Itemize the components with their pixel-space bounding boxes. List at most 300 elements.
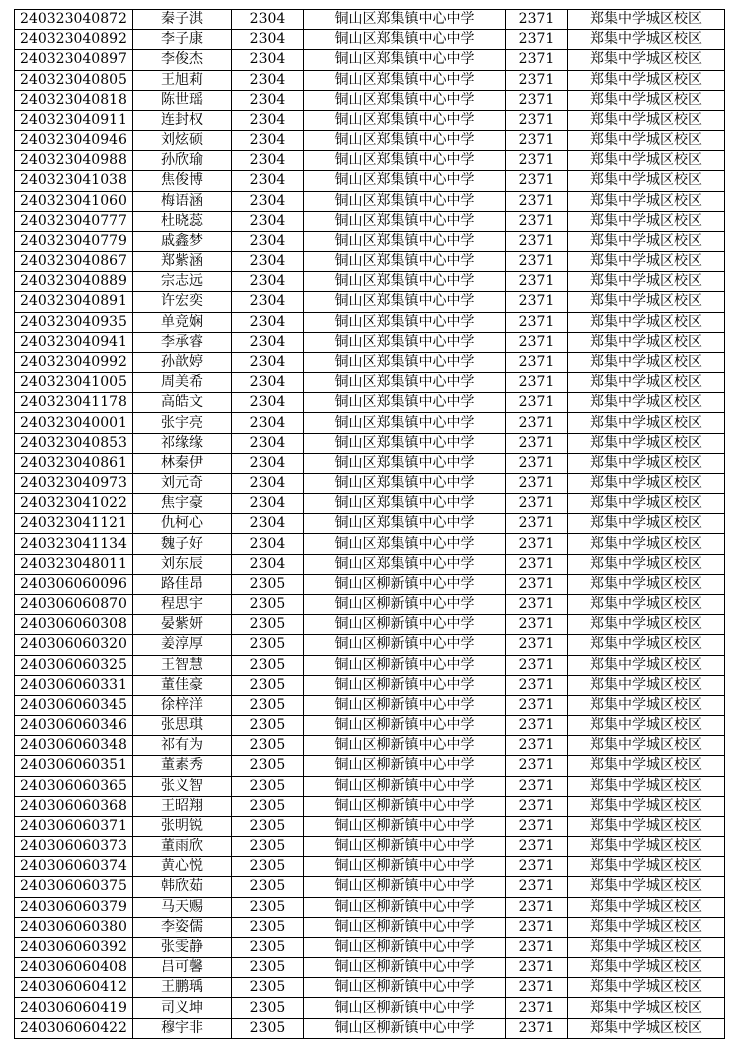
exam-number-cell: 240323040891 <box>15 292 133 312</box>
student-name-cell: 张雯静 <box>133 937 232 957</box>
target-code-cell: 2371 <box>506 978 568 998</box>
target-code-cell: 2371 <box>506 534 568 554</box>
target-school-cell: 郑集中学城区校区 <box>568 615 725 635</box>
origin-school-cell: 铜山区柳新镇中心中学 <box>304 594 506 614</box>
target-school-cell: 郑集中学城区校区 <box>568 958 725 978</box>
origin-code-cell: 2305 <box>232 837 304 857</box>
table-row <box>15 514 725 534</box>
table-row <box>15 151 725 171</box>
target-school-cell: 郑集中学城区校区 <box>568 756 725 776</box>
exam-number-cell: 240323040988 <box>15 151 133 171</box>
exam-number-cell: 240323041005 <box>15 373 133 393</box>
exam-number-cell: 240306060331 <box>15 675 133 695</box>
target-code-cell: 2371 <box>506 958 568 978</box>
exam-number-cell: 240323040897 <box>15 50 133 70</box>
target-code-cell: 2371 <box>506 373 568 393</box>
target-school-cell: 郑集中学城区校区 <box>568 837 725 857</box>
target-code-cell: 2371 <box>506 736 568 756</box>
exam-number-cell: 240306060374 <box>15 857 133 877</box>
target-school-cell: 郑集中学城区校区 <box>568 30 725 50</box>
exam-number-cell: 240306060351 <box>15 756 133 776</box>
origin-code-cell: 2304 <box>232 131 304 151</box>
exam-number-cell: 240323040818 <box>15 90 133 110</box>
student-name-cell: 魏子好 <box>133 534 232 554</box>
table-row <box>15 736 725 756</box>
origin-school-cell: 铜山区郑集镇中心中学 <box>304 272 506 292</box>
origin-school-cell: 铜山区郑集镇中心中学 <box>304 151 506 171</box>
admission-table <box>14 9 725 1039</box>
table-row <box>15 453 725 473</box>
student-name-cell: 李俊杰 <box>133 50 232 70</box>
origin-code-cell: 2305 <box>232 695 304 715</box>
target-school-cell: 郑集中学城区校区 <box>568 937 725 957</box>
origin-school-cell: 铜山区柳新镇中心中学 <box>304 917 506 937</box>
target-code-cell: 2371 <box>506 252 568 272</box>
student-name-cell: 周美希 <box>133 373 232 393</box>
target-code-cell: 2371 <box>506 917 568 937</box>
origin-code-cell: 2305 <box>232 675 304 695</box>
student-name-cell: 王昭翔 <box>133 796 232 816</box>
exam-number-cell: 240306060408 <box>15 958 133 978</box>
target-school-cell: 郑集中学城区校区 <box>568 695 725 715</box>
origin-code-cell: 2304 <box>232 534 304 554</box>
table-row <box>15 50 725 70</box>
origin-school-cell: 铜山区郑集镇中心中学 <box>304 332 506 352</box>
target-code-cell: 2371 <box>506 695 568 715</box>
origin-school-cell: 铜山区郑集镇中心中学 <box>304 373 506 393</box>
origin-school-cell: 铜山区郑集镇中心中学 <box>304 514 506 534</box>
table-row <box>15 534 725 554</box>
table-row <box>15 897 725 917</box>
exam-number-cell: 240306060371 <box>15 816 133 836</box>
origin-code-cell: 2305 <box>232 615 304 635</box>
table-row <box>15 796 725 816</box>
origin-school-cell: 铜山区柳新镇中心中学 <box>304 958 506 978</box>
target-code-cell: 2371 <box>506 151 568 171</box>
origin-school-cell: 铜山区柳新镇中心中学 <box>304 897 506 917</box>
table-row <box>15 554 725 574</box>
student-name-cell: 戚鑫梦 <box>133 231 232 251</box>
target-school-cell: 郑集中学城区校区 <box>568 211 725 231</box>
target-school-cell: 郑集中学城区校区 <box>568 352 725 372</box>
target-school-cell: 郑集中学城区校区 <box>568 10 725 30</box>
student-name-cell: 陈世瑶 <box>133 90 232 110</box>
student-name-cell: 李子康 <box>133 30 232 50</box>
student-name-cell: 董雨欣 <box>133 837 232 857</box>
origin-code-cell: 2304 <box>232 231 304 251</box>
student-name-cell: 徐梓洋 <box>133 695 232 715</box>
table-row <box>15 978 725 998</box>
target-code-cell: 2371 <box>506 231 568 251</box>
origin-school-cell: 铜山区郑集镇中心中学 <box>304 292 506 312</box>
origin-school-cell: 铜山区柳新镇中心中学 <box>304 816 506 836</box>
target-school-cell: 郑集中学城区校区 <box>568 272 725 292</box>
target-code-cell: 2371 <box>506 110 568 130</box>
exam-number-cell: 240306060419 <box>15 998 133 1018</box>
origin-school-cell: 铜山区柳新镇中心中学 <box>304 998 506 1018</box>
target-code-cell: 2371 <box>506 514 568 534</box>
student-name-cell: 祁缘缘 <box>133 433 232 453</box>
student-name-cell: 路佳昂 <box>133 574 232 594</box>
student-name-cell: 晏紫妍 <box>133 615 232 635</box>
target-code-cell: 2371 <box>506 292 568 312</box>
origin-code-cell: 2304 <box>232 473 304 493</box>
target-school-cell: 郑集中学城区校区 <box>568 716 725 736</box>
target-school-cell: 郑集中学城区校区 <box>568 453 725 473</box>
origin-code-cell: 2305 <box>232 937 304 957</box>
student-name-cell: 刘元奇 <box>133 473 232 493</box>
origin-code-cell: 2305 <box>232 594 304 614</box>
exam-number-cell: 240306060379 <box>15 897 133 917</box>
origin-school-cell: 铜山区郑集镇中心中学 <box>304 231 506 251</box>
origin-school-cell: 铜山区柳新镇中心中学 <box>304 877 506 897</box>
origin-school-cell: 铜山区柳新镇中心中学 <box>304 695 506 715</box>
target-school-cell: 郑集中学城区校区 <box>568 473 725 493</box>
table-row <box>15 393 725 413</box>
exam-number-cell: 240306060412 <box>15 978 133 998</box>
origin-school-cell: 铜山区柳新镇中心中学 <box>304 716 506 736</box>
origin-school-cell: 铜山区郑集镇中心中学 <box>304 433 506 453</box>
origin-school-cell: 铜山区柳新镇中心中学 <box>304 736 506 756</box>
origin-code-cell: 2304 <box>232 171 304 191</box>
exam-number-cell: 240306060380 <box>15 917 133 937</box>
target-school-cell: 郑集中学城区校区 <box>568 413 725 433</box>
target-school-cell: 郑集中学城区校区 <box>568 50 725 70</box>
student-name-cell: 程思宇 <box>133 594 232 614</box>
exam-number-cell: 240323041121 <box>15 514 133 534</box>
exam-number-cell: 240323040941 <box>15 332 133 352</box>
target-code-cell: 2371 <box>506 716 568 736</box>
exam-number-cell: 240306060368 <box>15 796 133 816</box>
target-code-cell: 2371 <box>506 211 568 231</box>
student-name-cell: 孙歆婷 <box>133 352 232 372</box>
target-school-cell: 郑集中学城区校区 <box>568 917 725 937</box>
target-school-cell: 郑集中学城区校区 <box>568 90 725 110</box>
target-school-cell: 郑集中学城区校区 <box>568 534 725 554</box>
target-code-cell: 2371 <box>506 393 568 413</box>
student-name-cell: 许宏奕 <box>133 292 232 312</box>
student-name-cell: 吕可馨 <box>133 958 232 978</box>
origin-school-cell: 铜山区柳新镇中心中学 <box>304 937 506 957</box>
student-name-cell: 宗志远 <box>133 272 232 292</box>
origin-school-cell: 铜山区郑集镇中心中学 <box>304 171 506 191</box>
origin-code-cell: 2305 <box>232 716 304 736</box>
target-code-cell: 2371 <box>506 816 568 836</box>
student-name-cell: 张义智 <box>133 776 232 796</box>
target-code-cell: 2371 <box>506 494 568 514</box>
target-code-cell: 2371 <box>506 796 568 816</box>
target-school-cell: 郑集中学城区校区 <box>568 1018 725 1038</box>
student-name-cell: 梅语涵 <box>133 191 232 211</box>
origin-code-cell: 2305 <box>232 796 304 816</box>
table-row <box>15 615 725 635</box>
exam-number-cell: 240323040973 <box>15 473 133 493</box>
table-row <box>15 90 725 110</box>
target-code-cell: 2371 <box>506 837 568 857</box>
target-school-cell: 郑集中学城区校区 <box>568 151 725 171</box>
table-row <box>15 776 725 796</box>
target-code-cell: 2371 <box>506 453 568 473</box>
table-row <box>15 272 725 292</box>
table-row <box>15 716 725 736</box>
origin-code-cell: 2305 <box>232 978 304 998</box>
target-code-cell: 2371 <box>506 594 568 614</box>
admission-table-body <box>15 10 725 1039</box>
origin-code-cell: 2304 <box>232 393 304 413</box>
exam-number-cell: 240306060346 <box>15 716 133 736</box>
origin-code-cell: 2305 <box>232 998 304 1018</box>
exam-number-cell: 240306060365 <box>15 776 133 796</box>
target-code-cell: 2371 <box>506 857 568 877</box>
target-school-cell: 郑集中学城区校区 <box>568 574 725 594</box>
target-code-cell: 2371 <box>506 332 568 352</box>
target-code-cell: 2371 <box>506 433 568 453</box>
exam-number-cell: 240306060373 <box>15 837 133 857</box>
target-school-cell: 郑集中学城区校区 <box>568 998 725 1018</box>
student-name-cell: 司义坤 <box>133 998 232 1018</box>
student-name-cell: 祁有为 <box>133 736 232 756</box>
origin-code-cell: 2304 <box>232 272 304 292</box>
origin-code-cell: 2304 <box>232 30 304 50</box>
table-row <box>15 594 725 614</box>
exam-number-cell: 240323040867 <box>15 252 133 272</box>
table-row <box>15 433 725 453</box>
exam-number-cell: 240323040872 <box>15 10 133 30</box>
target-school-cell: 郑集中学城区校区 <box>568 231 725 251</box>
target-code-cell: 2371 <box>506 554 568 574</box>
target-code-cell: 2371 <box>506 413 568 433</box>
student-name-cell: 王鹏瑀 <box>133 978 232 998</box>
student-name-cell: 连封权 <box>133 110 232 130</box>
target-code-cell: 2371 <box>506 131 568 151</box>
origin-school-cell: 铜山区郑集镇中心中学 <box>304 534 506 554</box>
target-school-cell: 郑集中学城区校区 <box>568 796 725 816</box>
table-row <box>15 917 725 937</box>
target-school-cell: 郑集中学城区校区 <box>568 494 725 514</box>
target-school-cell: 郑集中学城区校区 <box>568 191 725 211</box>
exam-number-cell: 240323040805 <box>15 70 133 90</box>
student-name-cell: 秦子淇 <box>133 10 232 30</box>
table-row <box>15 756 725 776</box>
target-code-cell: 2371 <box>506 998 568 1018</box>
target-school-cell: 郑集中学城区校区 <box>568 978 725 998</box>
target-school-cell: 郑集中学城区校区 <box>568 252 725 272</box>
origin-school-cell: 铜山区柳新镇中心中学 <box>304 1018 506 1038</box>
table-row <box>15 352 725 372</box>
target-school-cell: 郑集中学城区校区 <box>568 393 725 413</box>
origin-school-cell: 铜山区郑集镇中心中学 <box>304 110 506 130</box>
target-code-cell: 2371 <box>506 352 568 372</box>
origin-school-cell: 铜山区柳新镇中心中学 <box>304 978 506 998</box>
exam-number-cell: 240306060422 <box>15 1018 133 1038</box>
exam-number-cell: 240323041038 <box>15 171 133 191</box>
target-code-cell: 2371 <box>506 635 568 655</box>
student-name-cell: 郑紫涵 <box>133 252 232 272</box>
origin-school-cell: 铜山区柳新镇中心中学 <box>304 857 506 877</box>
table-row <box>15 231 725 251</box>
table-row <box>15 312 725 332</box>
origin-code-cell: 2305 <box>232 1018 304 1038</box>
target-code-cell: 2371 <box>506 272 568 292</box>
origin-code-cell: 2304 <box>232 514 304 534</box>
table-row <box>15 816 725 836</box>
target-school-cell: 郑集中学城区校区 <box>568 554 725 574</box>
target-code-cell: 2371 <box>506 70 568 90</box>
origin-code-cell: 2305 <box>232 655 304 675</box>
exam-number-cell: 240323040861 <box>15 453 133 473</box>
target-code-cell: 2371 <box>506 675 568 695</box>
target-school-cell: 郑集中学城区校区 <box>568 675 725 695</box>
exam-number-cell: 240306060345 <box>15 695 133 715</box>
origin-school-cell: 铜山区郑集镇中心中学 <box>304 50 506 70</box>
target-code-cell: 2371 <box>506 655 568 675</box>
origin-code-cell: 2304 <box>232 252 304 272</box>
student-name-cell: 李姿儒 <box>133 917 232 937</box>
table-row <box>15 837 725 857</box>
origin-code-cell: 2305 <box>232 897 304 917</box>
table-row <box>15 937 725 957</box>
table-row <box>15 695 725 715</box>
target-code-cell: 2371 <box>506 50 568 70</box>
target-code-cell: 2371 <box>506 10 568 30</box>
exam-number-cell: 240306060096 <box>15 574 133 594</box>
origin-school-cell: 铜山区柳新镇中心中学 <box>304 756 506 776</box>
table-row <box>15 413 725 433</box>
origin-code-cell: 2304 <box>232 50 304 70</box>
target-code-cell: 2371 <box>506 1018 568 1038</box>
student-name-cell: 高皓文 <box>133 393 232 413</box>
target-code-cell: 2371 <box>506 473 568 493</box>
origin-school-cell: 铜山区柳新镇中心中学 <box>304 837 506 857</box>
origin-school-cell: 铜山区郑集镇中心中学 <box>304 191 506 211</box>
exam-number-cell: 240323040992 <box>15 352 133 372</box>
table-row <box>15 857 725 877</box>
target-school-cell: 郑集中学城区校区 <box>568 433 725 453</box>
target-code-cell: 2371 <box>506 312 568 332</box>
exam-number-cell: 240323040889 <box>15 272 133 292</box>
student-name-cell: 董佳豪 <box>133 675 232 695</box>
origin-code-cell: 2305 <box>232 917 304 937</box>
student-name-cell: 张思琪 <box>133 716 232 736</box>
origin-code-cell: 2304 <box>232 70 304 90</box>
target-code-cell: 2371 <box>506 615 568 635</box>
exam-number-cell: 240323041060 <box>15 191 133 211</box>
origin-code-cell: 2305 <box>232 816 304 836</box>
target-code-cell: 2371 <box>506 574 568 594</box>
origin-school-cell: 铜山区柳新镇中心中学 <box>304 776 506 796</box>
table-row <box>15 70 725 90</box>
target-code-cell: 2371 <box>506 171 568 191</box>
exam-number-cell: 240323040779 <box>15 231 133 251</box>
origin-code-cell: 2305 <box>232 877 304 897</box>
student-name-cell: 李承睿 <box>133 332 232 352</box>
table-row <box>15 131 725 151</box>
origin-school-cell: 铜山区郑集镇中心中学 <box>304 10 506 30</box>
target-school-cell: 郑集中学城区校区 <box>568 816 725 836</box>
student-name-cell: 焦俊博 <box>133 171 232 191</box>
table-row <box>15 494 725 514</box>
table-row <box>15 675 725 695</box>
origin-code-cell: 2305 <box>232 776 304 796</box>
target-school-cell: 郑集中学城区校区 <box>568 332 725 352</box>
target-school-cell: 郑集中学城区校区 <box>568 171 725 191</box>
exam-number-cell: 240323041022 <box>15 494 133 514</box>
target-code-cell: 2371 <box>506 877 568 897</box>
student-name-cell: 刘东辰 <box>133 554 232 574</box>
student-name-cell: 董素秀 <box>133 756 232 776</box>
origin-code-cell: 2304 <box>232 90 304 110</box>
target-school-cell: 郑集中学城区校区 <box>568 514 725 534</box>
origin-code-cell: 2305 <box>232 958 304 978</box>
table-row <box>15 252 725 272</box>
target-school-cell: 郑集中学城区校区 <box>568 857 725 877</box>
origin-code-cell: 2305 <box>232 574 304 594</box>
table-row <box>15 1018 725 1038</box>
origin-school-cell: 铜山区郑集镇中心中学 <box>304 554 506 574</box>
target-school-cell: 郑集中学城区校区 <box>568 131 725 151</box>
origin-code-cell: 2304 <box>232 494 304 514</box>
table-row <box>15 373 725 393</box>
target-school-cell: 郑集中学城区校区 <box>568 776 725 796</box>
table-row <box>15 877 725 897</box>
origin-school-cell: 铜山区郑集镇中心中学 <box>304 352 506 372</box>
student-name-cell: 黄心悦 <box>133 857 232 877</box>
origin-school-cell: 铜山区柳新镇中心中学 <box>304 635 506 655</box>
student-name-cell: 王智慧 <box>133 655 232 675</box>
origin-code-cell: 2305 <box>232 857 304 877</box>
student-name-cell: 孙欣瑜 <box>133 151 232 171</box>
target-school-cell: 郑集中学城区校区 <box>568 292 725 312</box>
table-row <box>15 655 725 675</box>
origin-school-cell: 铜山区郑集镇中心中学 <box>304 131 506 151</box>
origin-code-cell: 2304 <box>232 433 304 453</box>
table-row <box>15 191 725 211</box>
exam-number-cell: 240323040946 <box>15 131 133 151</box>
student-name-cell: 张明锐 <box>133 816 232 836</box>
exam-number-cell: 240306060392 <box>15 937 133 957</box>
origin-code-cell: 2304 <box>232 211 304 231</box>
student-name-cell: 林秦伊 <box>133 453 232 473</box>
origin-school-cell: 铜山区郑集镇中心中学 <box>304 312 506 332</box>
target-school-cell: 郑集中学城区校区 <box>568 373 725 393</box>
origin-school-cell: 铜山区郑集镇中心中学 <box>304 473 506 493</box>
exam-number-cell: 240323048011 <box>15 554 133 574</box>
origin-code-cell: 2304 <box>232 453 304 473</box>
target-code-cell: 2371 <box>506 756 568 776</box>
table-row <box>15 635 725 655</box>
student-name-cell: 韩欣茹 <box>133 877 232 897</box>
exam-number-cell: 240306060320 <box>15 635 133 655</box>
origin-code-cell: 2304 <box>232 332 304 352</box>
exam-number-cell: 240306060870 <box>15 594 133 614</box>
exam-number-cell: 240323040911 <box>15 110 133 130</box>
target-code-cell: 2371 <box>506 937 568 957</box>
target-school-cell: 郑集中学城区校区 <box>568 70 725 90</box>
table-row <box>15 211 725 231</box>
target-code-cell: 2371 <box>506 30 568 50</box>
student-name-cell: 刘炫硕 <box>133 131 232 151</box>
exam-number-cell: 240323041178 <box>15 393 133 413</box>
exam-number-cell: 240323041134 <box>15 534 133 554</box>
origin-school-cell: 铜山区柳新镇中心中学 <box>304 796 506 816</box>
table-row <box>15 574 725 594</box>
origin-code-cell: 2305 <box>232 736 304 756</box>
target-school-cell: 郑集中学城区校区 <box>568 594 725 614</box>
exam-number-cell: 240323040001 <box>15 413 133 433</box>
exam-number-cell: 240323040777 <box>15 211 133 231</box>
origin-code-cell: 2304 <box>232 110 304 130</box>
table-row <box>15 292 725 312</box>
